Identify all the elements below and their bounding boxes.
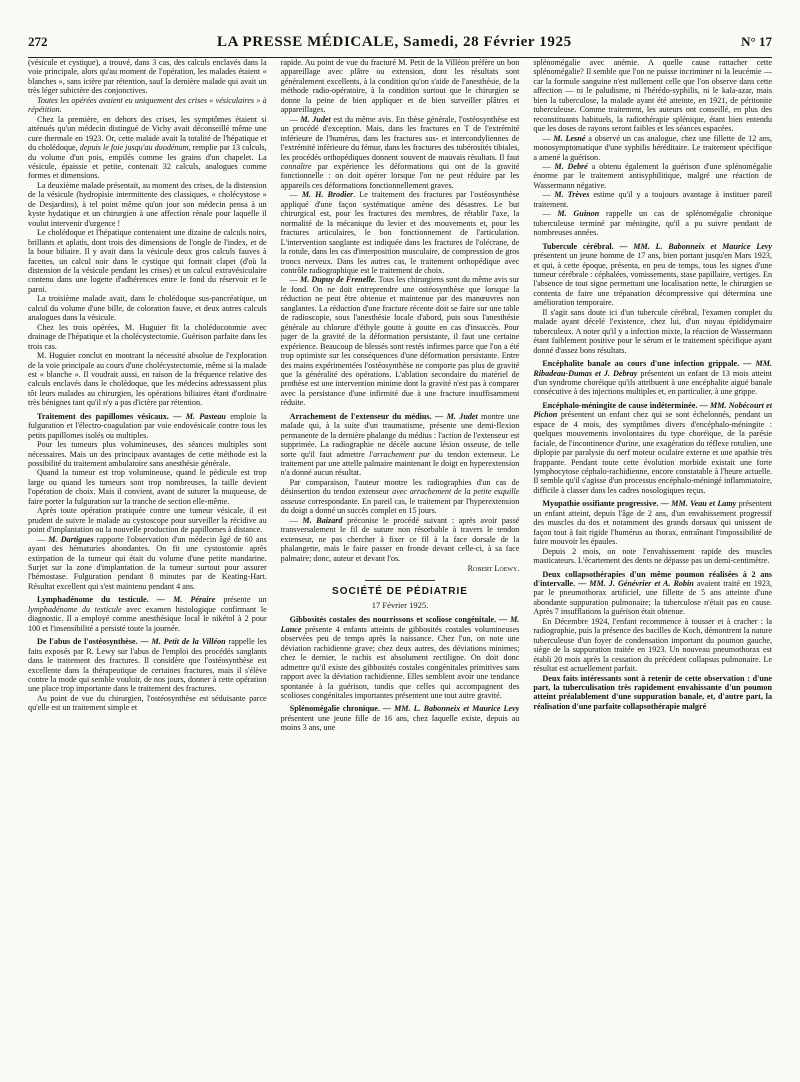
text-run: connaître (280, 161, 312, 171)
author-name: M. Judet (446, 411, 478, 421)
text-run: présentent un enfant chez qui se sont échelonnés, pendant un espace de 4 mois, des symptômes divers d'encéphalo-méningite : quelques mouvements involontaires du type choréique, de la parésie faciale, de l'incontinence d'urine, une exagération du réflexe rotulien, une diplopie par paralysie du nerf moteur oculaire externe et une apathie très frappante. Pendant toute cette évolution morbide existait une forte lymphocytose céphalo-rachidienne, encore constatable à l'heure actuelle. Il semble qu'il s'agisse d'un processus encéphalo-méningé inflammatoire, difficile à classer dans les cadres nosologiques reçus. (533, 410, 773, 495)
text-run: présentent un enfant atteint, depuis l'âge de 2 ans, d'un envahissement progressif des muscles du dos et notamment des grands dorsaux qui unissent de façon tout à fait rigide l'humérus au thorax, entraînant l'impossibilité de faire mouvoir les épaules. (533, 499, 773, 547)
paragraph: Après toute opération pratiquée contre une tumeur vésicale, il est prudent de suivre le malade au cystoscope pour surveiller la récidive au point d'implantation ou la nouvelle production de papillomes à distance. (28, 506, 267, 535)
article-heading: Encéphalo-méningite de cause indéterminée. — (542, 400, 710, 410)
signature: Robert Loewy. (467, 564, 520, 574)
article-heading: Deux collapsothérapies d'un même poumon réalisées à 2 ans d'intervalle. — (533, 569, 773, 589)
text-run: lymphadénome du testicule (28, 604, 122, 614)
column-2 (281, 58, 520, 1070)
article-lymphadenome (28, 595, 267, 633)
paragraph: Chez les trois opérées, M. Huguier fit la cholédocotomie avec drainage de l'hépatique et la cholécystectomie. Guérison parfaite dans les trois cas. (28, 322, 267, 351)
author-name: M. Baizard (302, 515, 343, 525)
text-run: avec examen histologique confirmant le diagnostic. Il a employé comme anesthésique local le nikétol à 2 pour 100 et l'insensibilité a persisté toute la journée. (28, 604, 267, 633)
text-run: rappelle les faits exposés par R. Lewy sur l'abus de l'emploi des procédés sanglants dans le traitement des fractures. Il considère que l'ostéosynthèse est excellente dans la thérapeutique de certaines fractures, mais il s'élève contre la mode qui semble vouloir, de nos jours, donner à cette opération une place trop importante dans le traitement des fractures. (28, 637, 267, 694)
paragraph: M. Huguier conclut en montrant la nécessité absolue de l'exploration de la voie principale au cours d'une cholécystectomie, même si la malade est « blanche ». Il voudrait aussi, en raison de la fréquence relative des calculs enclavés dans le cholédoque, que les médecins adressassent plus tôt leurs malades au chirurgien, les opérations biliaires étant d'ordinaire très bénignes tant qu'il n'y a pas d'ictère par rétention. (28, 351, 267, 408)
author-name: M. H. Brodier (301, 190, 354, 200)
paragraph: La deuxième malade présentait, au moment des crises, de la distension de la vésicule (hydropisie intermittente des classiques, « cholécystose » de Desjardins), à tel point même qu'un jour son médecin pensa à un kyste hydatique et un chirurgien à une affection rénale pour laquelle il voulut intervenir d'urgence ! (28, 180, 267, 228)
paragraph: rapide. Au point de vue du fracturé M. Petit de la Villéon préfère un bon appareillage avec plâtre ou extension, dont les résultats sont généralement excellents, à la condition qu'on s'aide de l'anesthésie, de la méthode radio-opératoire, à la condition surtout que le chirurgien se donne la peine de bien appliquer et de bien surveiller plâtres et appareillages. (280, 58, 520, 115)
article-encephalite (533, 359, 772, 397)
paragraph: Il s'agit sans doute ici d'un tubercule cérébral, l'examen complet du malade ayant décelé l'existence, chez lui, d'un noyau épididymaire tuberculeux. A noter qu'il y a infection mixte, la réaction de Wassermann étant faiblement positive pour le sérum et le traitement spécifique ayant donné d'assez bons résultats. (533, 307, 773, 355)
column-3 (533, 58, 772, 1070)
article-heading: Gibbosités costales des nourrissons et scoliose congénitale. — (289, 615, 511, 625)
author-name: M. Lance (280, 615, 520, 634)
section-divider (365, 580, 435, 581)
page-number: 272 (28, 34, 48, 49)
paragraph: splénomégalie avec anémie. A quelle cause rattacher cette splénomégalie? Il semble que l'on ne puisse incriminer ni la leucémie — car la formule sanguine n'est nullement celle que l'on observe dans cette affection — ni le paludisme, ni l'hérédo-syphilis, ni le kala-azar, mais bien la tuberculose, la malade ayant été atteinte, en 1921, de péritonite tuberculeuse. Comme traitement, les auteurs ont conseillé, en plus des reconstituants habituels, la radiothérapie splénique, étant bien entendu que les doses de rayons seront faibles et les séances espacées. (533, 58, 773, 134)
paragraph (533, 162, 772, 190)
running-head (28, 34, 772, 58)
author-name: MM. L. Babonneix et Maurice Levy (394, 704, 520, 714)
text-run: a obtenu également la guérison d'une splénomégalie énorme par le traitement antisyphilitique, malgré une réaction de Wassermann négative. (533, 161, 773, 190)
text-run: — (289, 190, 302, 200)
author-name: M. Judet (300, 114, 331, 124)
paragraph (28, 535, 267, 592)
article-tubercule (533, 242, 772, 308)
paragraph: En Décembre 1924, l'enfant recommence à tousser et à cracher : la radiographie, puis la présence des bacilles de Koch, démontrent la nature tuberculeuse d'un foyer de condensation important du poumon gauche, siège de la suppuration traitée en 1923. Un nouveau pneumothorax est établi 20 mois après la cessation du précédent collapsus pulmonaire. Le résultat est actuellement parfait. (533, 616, 773, 674)
author-name: M. Petit de la Villéon (151, 637, 226, 647)
paragraph: Au point de vue du chirurgien, l'ostéosynthèse est séduisante parce qu'elle est un traitement simple et (28, 693, 267, 713)
text-run: l'arrachement pur (369, 449, 431, 459)
text-run: rapporte l'observation d'un médecin âgé de 60 ans ayant des hématuries abondantes. On fit une cystostomie après extirpation de la tumeur qui était du volume d'une petite mandarine. Surjet sur la zone d'implantation de la tumeur surtout pour assurer l'hémostase. Fulguration pendant 8 minutes par de Keating-Hart. Résultat excellent qui s'est maintenu pendant 4 ans. (28, 534, 267, 591)
author-name: M. Debré (554, 161, 588, 171)
author-name: M. Pasteau (185, 411, 226, 421)
paragraph: Depuis 2 mois, on note l'envahissement rapide des muscles masticateurs. L'écartement des dents ne dépasse pas un demi-centimètre. (533, 546, 773, 566)
text-run: présente 4 enfants atteints de gibbosités costales volumineuses observées peu de temps après la naissance. Chez l'un, on note une déviation rachidienne grave; chez deux autres, des déviations minimes; chez le dernier, le rachis est absolument rectiligne. On doit donc admettre qu'il existe des gibbosités costales congénitales primitives sans rapport avec la déviation rachidienne. Elles semblent avoir une tendance spontanée à la guérison, tandis que celles qui accompagnent des scolioses congénitales importantes présentent une tout autre gravité. (280, 624, 520, 700)
section-date: 17 Février 1925. (371, 599, 429, 610)
text-run: par expérience les déformations qui ont de la gravité fonctionnelle : on doit opérer lorsque l'on ne peut réduire par les appareils ces déformations fonctionnellement graves. (280, 161, 520, 190)
article-arrachement (281, 412, 520, 478)
article-heading: Lymphadénome du testicule. — (37, 595, 174, 605)
article-heading: Myopathie ossifiante progressive. — (542, 499, 672, 509)
text-run: montre une malade qui, à la suite d'un traumatisme, présente une demi-flexion permanente de la dernière phalange du médius : l'action de l'extenseur est supprimée. La radiographie ne décèle aucune lésion osseuse, de telle sorte qu'il faut admettre (280, 411, 520, 459)
paragraph: Pour les tumeurs plus volumineuses, des séances multiples sont nécessaires. Mais un des principaux avantages de cette méthode est la possibilité du traitement ambulatoire sans anesthésie générale. (28, 440, 267, 469)
paragraph (281, 516, 520, 563)
text-run: — (542, 190, 555, 200)
author-name: MM. Ribadeau-Dumas et J. Debray (533, 359, 773, 378)
paragraph (281, 190, 520, 275)
text-run: , remplie par 13 calculs, du volume d'un pois, empilés comme les grains d'un chapelet. La vésicule, épaissie et petite, contenait 32 calculs, analogues comme formes et dimensions. (28, 143, 267, 181)
author-name: MM. J. Génévrier et A. Robin (589, 579, 694, 589)
text-run: présentent un jeune homme de 17 ans, bien portant jusqu'en Mars 1923, et qui, à cette époque, présenta, en peu de temps, tous les signes d'une tumeur cérébrale : céphalées, vomissements, stase papillaire, vertiges. En l'absence de tout signe permettant une localisation nette, le chirurgien se contenta de faire une trépanation décompressive qui détermina une amélioration temporaire. (533, 251, 773, 308)
text-run: . Tous les chirurgiens sont du même avis sur le fond. On ne doit entreprendre une ostéosynthèse que lorsque la réduction ne peut être obtenue et maintenue par des manœuvres non sanglantes. La réduction d'une fracture récente doit se faire sur une table de radioscopie, sous l'anesthésie locale d'abord, puis sous l'anesthésie générale au chlorure d'éthyle goutte à goutte en cas d'insuccès. Pour juger de la gravité de la déformation persistante, il faut une certaine expérience. Beaucoup de blessés sont restés infirmes parce que l'on a été trop optimiste sur les conséquences d'une déformation persistante. Entre des mains expérimentées l'ostéosynthèse ne comporte pas plus de gravité que la généralité des opérations. L'ablation secondaire du matériel de prothèse est une intervention minime dont la gravité n'est pas à comparer avec la persistance d'une infirmité due à une fracture insuffisamment réduite. (280, 275, 520, 408)
text-run: Par comparaison, l'auteur montre les radiographies d'un cas de désinsertion du tendon extenseur (280, 477, 520, 497)
text-run: rappelle un cas de splénomégalie chronique tuberculeuse terminé par méningite, qu'il a pu suivre pendant de nombreuses années. (533, 209, 773, 238)
article-heading: De l'abus de l'ostéosynthèse. — (37, 637, 152, 647)
text-run: — (542, 133, 554, 143)
text-columns (28, 58, 772, 1070)
article-collapsotherapies (533, 570, 772, 617)
author-name: M. Dupuy de Frenelle (299, 275, 375, 285)
text-run: — (289, 114, 301, 124)
author-name: M. Trèves (554, 190, 590, 200)
paragraph (281, 115, 520, 191)
text-run: . Le traitement des fractures par l'ostéosynthèse appliqué d'une façon systématique amène des désastres. Le but chirurgical est, pour les fractures des membres, de rétablir l'axe, la normalité de la mécanique du levier et des mouvements et, pour les fractures articulaires, le bon fonctionnement de l'articulation. L'intervention sanglante est indiquée dans les fractures de l'olécrane, de la rotule, dans les cas d'interposition musculaire, de compression de gros troncs nerveux. Dans les autres cas, le traitement orthopédique avec contrôle radiographique est le traitement de choix. (280, 190, 520, 275)
author-name: M. Lesné (553, 133, 586, 143)
text-run: — (542, 209, 558, 219)
text-run: emploie la fulguration et l'électro-coagulation par voie endovésicale contre tous les petits papillomes isolés ou multiples. (28, 411, 267, 440)
issue-number: N° 17 (741, 34, 772, 49)
author-name: MM. L. Babonneix et Maurice Levy (633, 241, 773, 251)
paragraph (533, 190, 772, 209)
text-run: présentent une jeune fille de 16 ans, chez laquelle existe, depuis au moins 3 ans, une (280, 713, 520, 733)
paragraph (281, 478, 520, 516)
article-osteosynthese (28, 637, 267, 694)
article-heading: Tubercule cérébral. — (542, 241, 634, 251)
article-encephalo-meningite (533, 401, 772, 496)
text-run: présente un (215, 595, 267, 605)
text-run: préconise le procédé suivant : après avoir passé transversalement le fil de suture non résorbable à travers le tendon extenseur, ne pas chercher à fixer ce fil à la face dorsale de la phalangette, mais le faire passer en fronde devant celle-ci, à sa face palmaire; donc, auteur et devant l'os. (280, 515, 520, 563)
text-run: — (542, 161, 555, 171)
text-run: avaient traité en 1923, par le pneumothorax artificiel, une fillette de 5 ans atteinte d'une abondante suppuration pulmonaire; la tuberculose n'était pas en cause. Après 7 insufflations la guérison était obtenue. (533, 579, 773, 617)
article-splenomegalie (281, 704, 520, 732)
text-run: estime qu'il y a toujours avantage à instituer pareil traitement. (533, 190, 773, 209)
text-run: du tendon extenseur. Le traitement par une attelle palmaire maintenant le doigt en hyperextension n'a donné aucun résultat. (280, 449, 520, 478)
article-heading: Encéphalite banale au cours d'une infection grippale. — (542, 359, 756, 369)
section-title: SOCIÉTÉ DE PÉDIATRIE (332, 586, 468, 598)
paragraph: (vésicule et cystique), a trouvé, dans 3 cas, des calculs enclavés dans la voie principale, alors qu'au moment de l'opération, les malades étaient « blanches », sans ictère par rétention, sauf la dernière malade qui avait un très léger subictère des conjonctives. (28, 58, 267, 96)
paragraph: La troisième malade avait, dans le cholédoque sus-pancréatique, un calcul du volume d'une bille, de coloration fauve, et deux autres calculs analogues dans la vésicule. (28, 294, 267, 323)
article-gibbosites (281, 615, 520, 700)
paragraph: Quand la tumeur est trop volumineuse, quand le pédicule est trop large ou quand les tumeurs sont trop nombreuses, la taille devient l'opération de choix. Mais il convient, avant de suturer la muqueuse, de faire porter la fulguration sur la tranche de section elle-même. (28, 468, 267, 506)
text-run: Chez la première, en dehors des crises, les symptômes étaient si atténués qu'un médecin distingué de Vichy avait déconseillé même une cure thermale en 1923. Or, cette malade avait la totalité de l'hépatique et du cholédoque, (28, 114, 267, 153)
text-run: depuis le foie jusqu'au duodénum (79, 143, 189, 153)
text-run: avec arrachement de la petite esquille osseuse (280, 487, 520, 506)
paragraph: Le cholédoque et l'hépatique contenaient une dizaine de calculs noirs, brillants et aplatis, dont trois des dimensions de l'ongle de l'index, et de la boue biliaire. Il y avait dans la vésicule deux gros calculs fauves à facettes, un calcul noir dans le cystique qui formait clapet (d'où la distension de la vésicule pendant les crises) et un calcul extravésiculaire contenu dans une logette d'adhérences entre le fond du réservoir et le paroi. (28, 228, 267, 294)
journal-title: LA PRESSE MÉDICALE, Samedi, 28 Février 1925 (216, 34, 572, 50)
text-run: — (289, 275, 300, 285)
paragraph: Toutes les opérées avaient eu uniquement des crises « vésiculaires » à répétition. (28, 95, 267, 115)
text-run: — (289, 515, 303, 525)
text-run: correspondante. En pareil cas, le traitement par l'hyperextension du doigt a donné un succès complet en 15 jours. (280, 496, 520, 516)
author-name: MM. Nobécourt et Pichon (533, 400, 773, 420)
author-name: M. Péraire (173, 595, 216, 605)
author-name: M. Dartigues (48, 534, 94, 544)
author-name: M. Guinon (557, 209, 600, 219)
article-heading: Traitement des papillomes vésicaux. — (37, 411, 186, 421)
paragraph (28, 115, 267, 181)
text-run: — (37, 534, 49, 544)
author-name: MM. Veau et Lamy (671, 499, 737, 509)
article-heading: Splénomégalie chronique. — (289, 704, 395, 714)
paragraph (533, 134, 772, 162)
text-run: a observé un cas analogue, chez une fillette de 12 ans, monosymptomatique d'une syphilis héréditaire. Le traitement spécifique a amené la guérison. (533, 133, 773, 162)
paragraph: Deux faits intéressants sont à retenir de cette observation : d'une part, la tuberculisation très rapidement envahissante d'un poumon atteint préalablement d'une suppuration banale, et, d'autre part, la réalisation d'une parfaite collapsothérapie malgré (533, 673, 773, 711)
text-run: est du même avis. En thèse générale, l'ostéosynthèse est un procédé d'exception. Mais, dans les fractures en T de l'extrémité inférieure de l'humérus, dans les fractures sus- et intercondyliennes de l'extrémité inférieure du fémur, dans les fractures des tubérosités tibiales, les procédés orthopédiques donnent souvent de mauvais résultats. Il faut (280, 114, 520, 162)
article-heading: Arrachement de l'extenseur du médius. — (289, 411, 447, 421)
text-run: présentent un enfant de 13 mois atteint d'un syndrome choréique qu'ils attribuent à une encéphalite aiguë banale consécutive à des injections multiples et, en particulier, à une grippe. (533, 368, 773, 397)
article-papillomes (28, 412, 267, 440)
article-myopathie (533, 499, 772, 546)
paragraph (281, 275, 520, 407)
paragraph (533, 209, 772, 237)
column-1 (28, 58, 267, 1070)
